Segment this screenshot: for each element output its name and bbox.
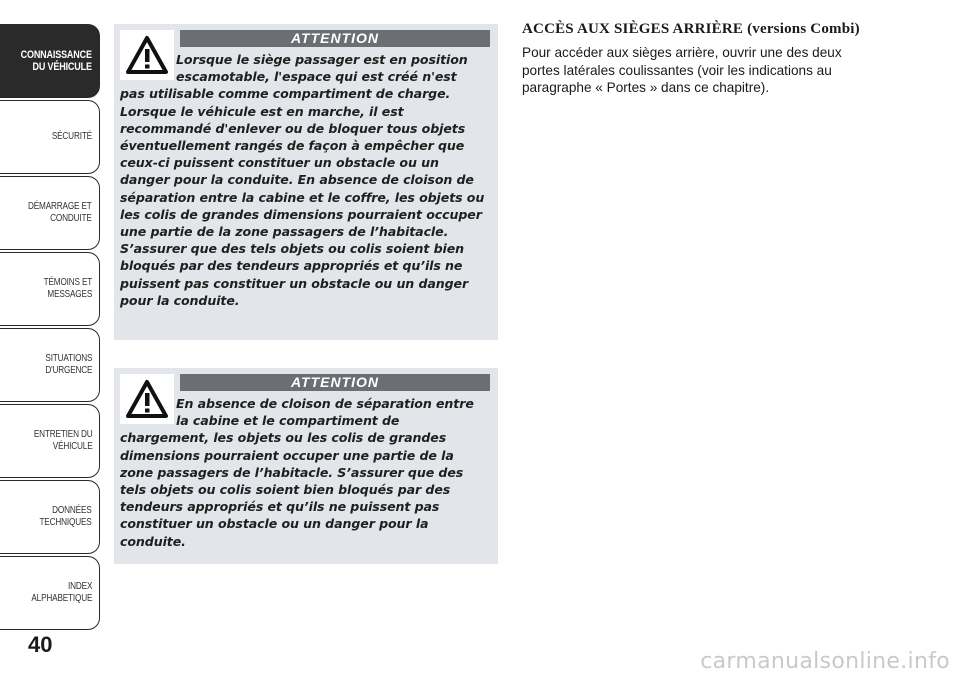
warning-text-intro: Lorsque le siège passager est en position escamotable, l'espace qui est créé n'est [176,52,468,85]
section-acces-sieges-arriere [522,20,878,97]
warning-header: ATTENTION [180,374,490,391]
tab-label: TÉMOINS ET MESSAGES [43,277,92,300]
warning-text [120,395,490,550]
watermark: carmanualsonline.info [700,649,950,674]
warning-text-intro: En absence de cloison de séparation entre la cabine et le compartiment de [176,396,474,429]
tab-situations-durgence[interactable] [0,328,100,402]
warning-text-body: chargement, les objets ou les colis de grandes dimensions pourraient occuper une partie de la zone passagers de l’habitacle. S’assurer que des tels objets ou colis soient bien bloqués par des tendeurs appropriés et qu’ils ne puissent pas constituer un obstacle ou un danger pour la conduite. [120,430,464,549]
warning-box [114,24,498,340]
tab-donnees-techniques[interactable] [0,480,100,554]
tab-securite[interactable] [0,100,100,174]
tab-connaissance-du-vehicule[interactable] [0,24,100,98]
tab-entretien-du-vehicule[interactable] [0,404,100,478]
tab-index-alphabetique[interactable] [0,556,100,630]
page-number: 40 [28,632,53,657]
section-body: Pour accéder aux sièges arrière, ouvrir une des deux portes latérales coulissantes (voir les indications au paragraphe « Portes » dans ce chapitre). [522,45,842,95]
tab-label: CONNAISSANCE DU VÉHICULE [20,49,92,73]
warning-header: ATTENTION [180,30,490,47]
tab-label: SÉCURITÉ [51,131,92,142]
warning-text-body: pas utilisable comme compartiment de charge. Lorsque le véhicule est en marche, il est recommandé d'enlever ou de bloquer tous objets éventuellement rangés de façon à empêcher que ceux-ci puissent constituer un obstacle ou un danger pour la conduite. En absence de cloison de séparation entre la cabine et le coffre, les objets ou les colis de grandes dimensions pourraient occuper une partie de la zone passagers de l’habitacle. S’assurer que des tels objets ou colis soient bien bloqués par des tendeurs appropriés et qu’ils ne puissent pas constituer un obstacle ou un danger pour la conduite. [120,86,485,308]
tab-label: DONNÉES TECHNIQUES [39,505,92,528]
tab-label: ENTRETIEN DU VÉHICULE [33,429,92,452]
warning-text [120,51,490,309]
tab-temoins-et-messages[interactable] [0,252,100,326]
section-heading: ACCÈS AUX SIÈGES ARRIÈRE (versions Combi) [522,21,860,37]
chapter-sidebar [0,0,102,678]
warning-triangle-icon [120,30,174,80]
warning-triangle-icon [120,374,174,424]
tab-label: SITUATIONS D'URGENCE [44,353,92,376]
tab-label: DÉMARRAGE ET CONDUITE [28,201,92,224]
tab-demarrage-et-conduite[interactable] [0,176,100,250]
tab-label: INDEX ALPHABETIQUE [31,581,92,604]
warning-box [114,368,498,564]
